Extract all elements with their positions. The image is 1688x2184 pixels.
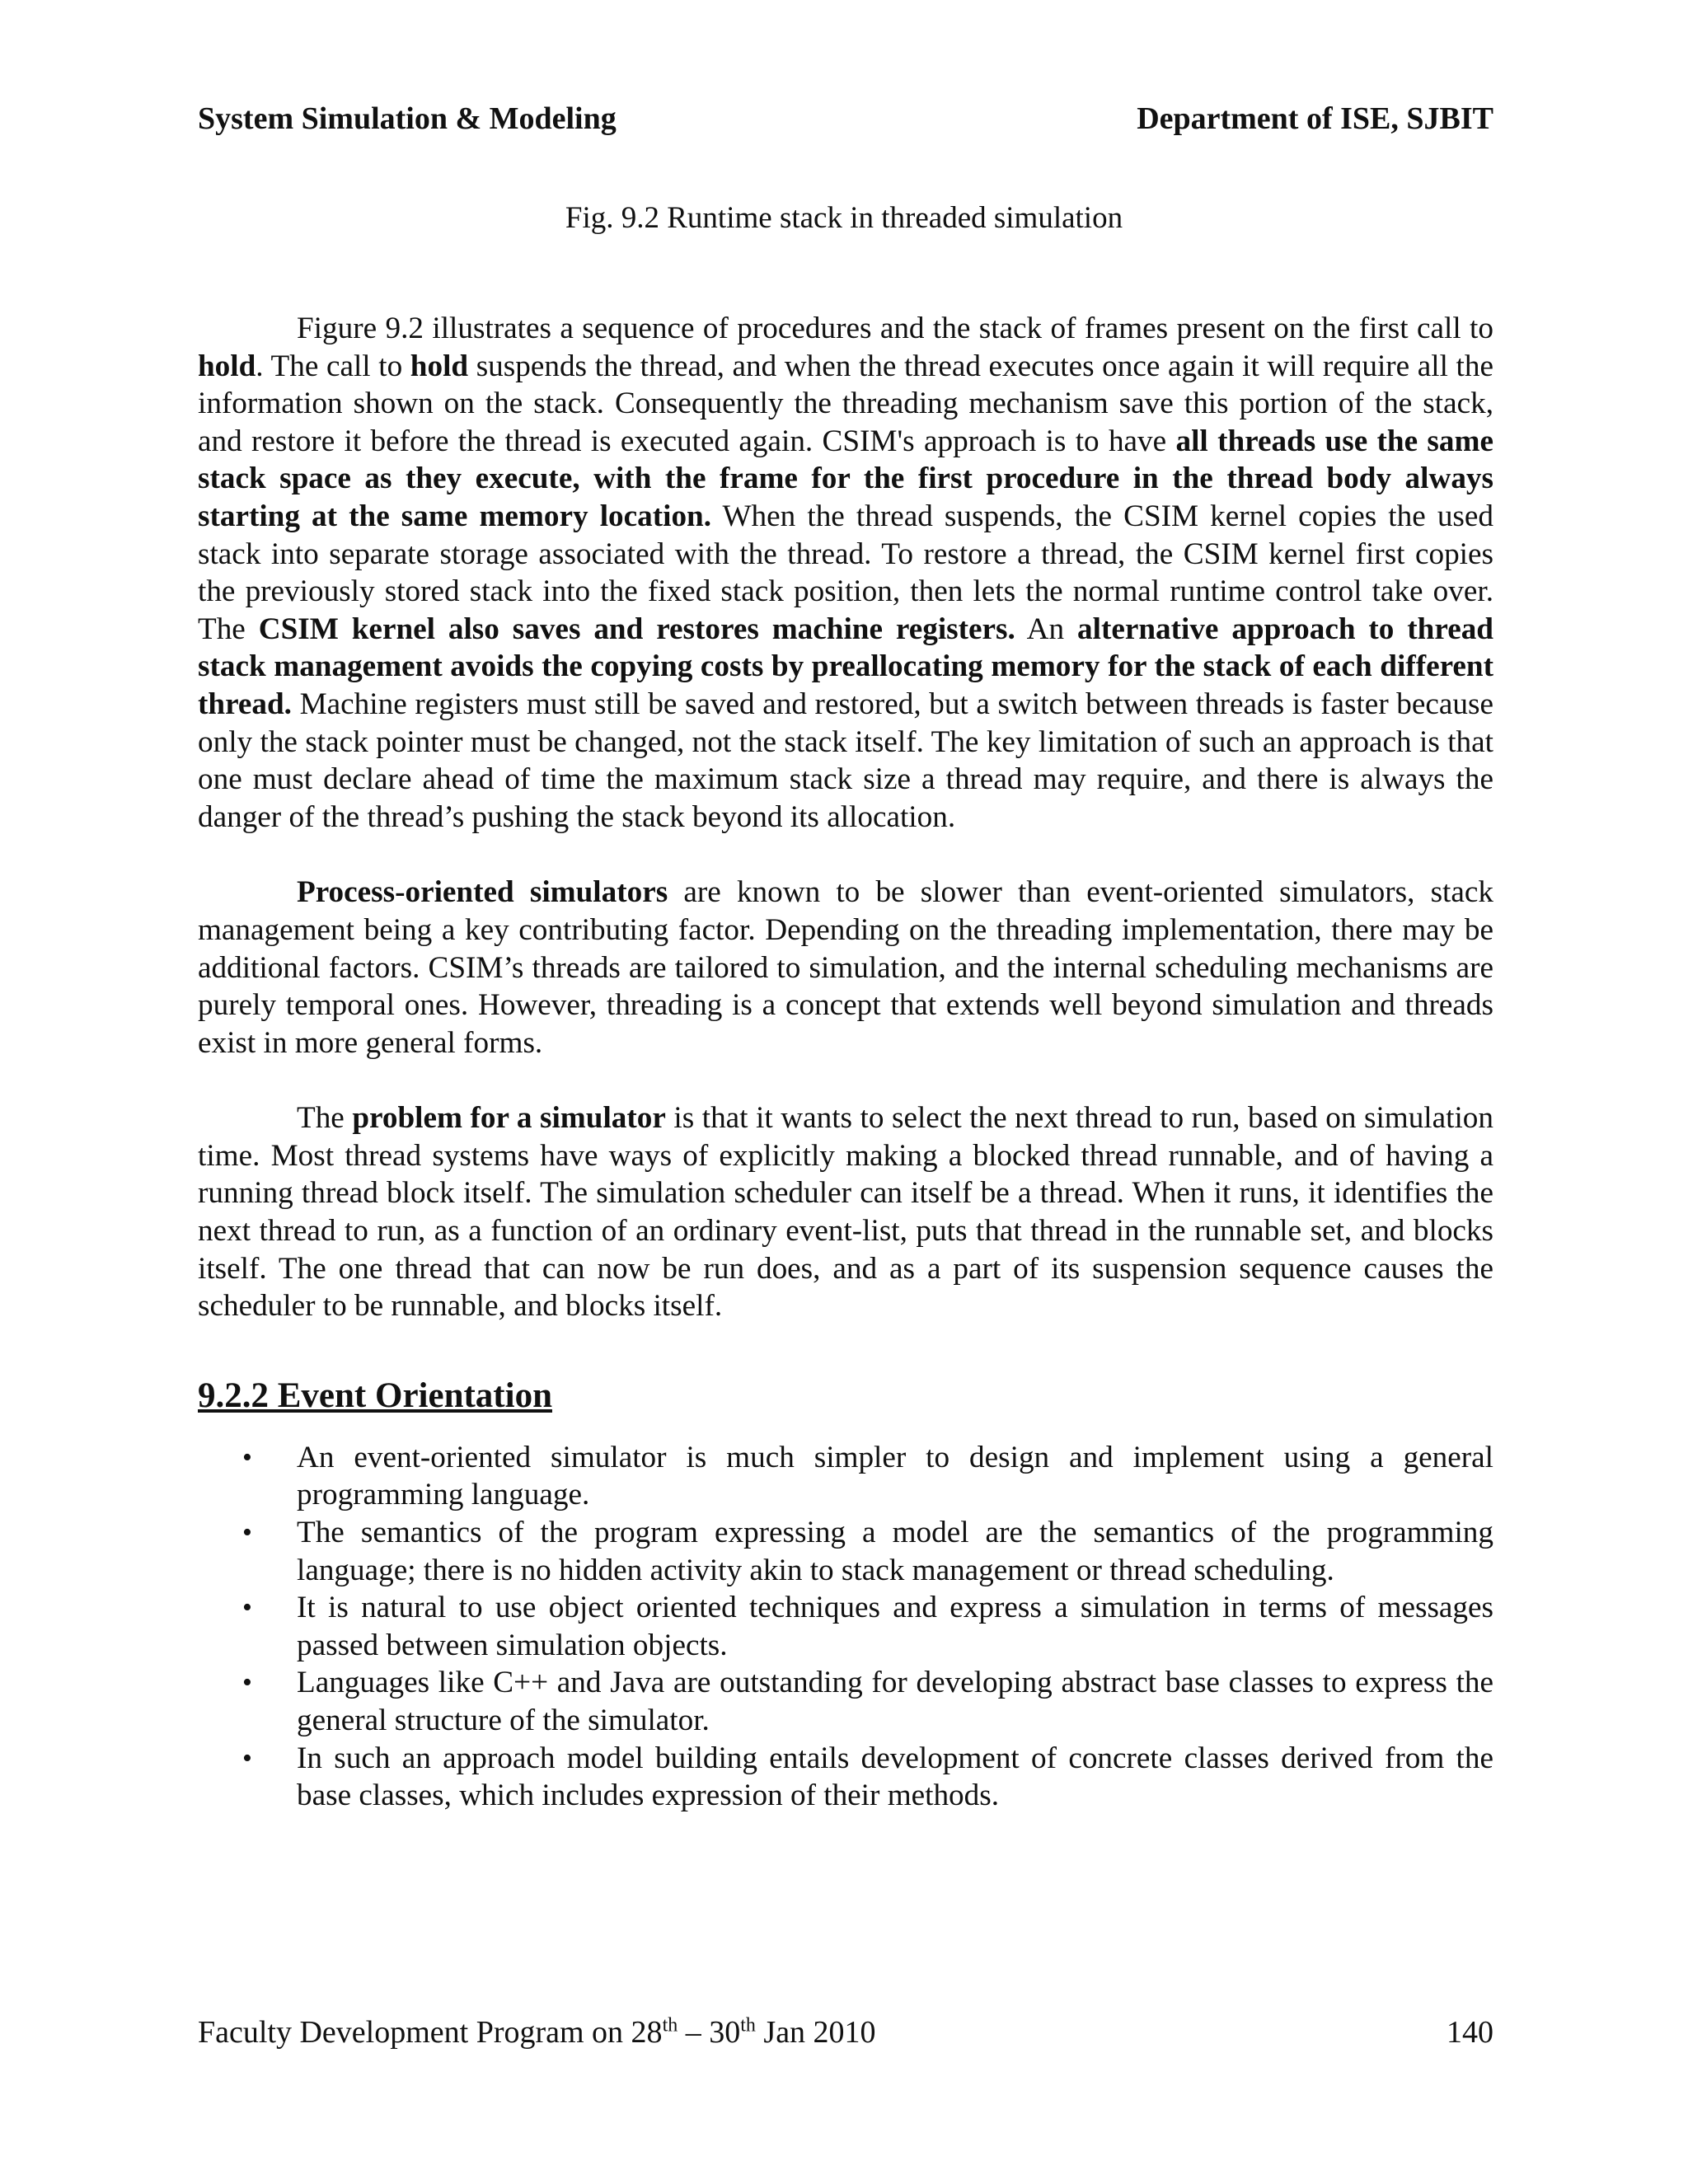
footer-suffix: Jan 2010 (755, 2015, 876, 2050)
list-item-text: Languages like C++ and Java are outstanding for developing abstract base classes to express the general structure of the simulator. (297, 1666, 1493, 1737)
footer-program (198, 2011, 876, 2054)
bullet-icon: • (242, 1742, 252, 1774)
p2-text-1: are known to be slower than event-oriented simulators, stack management being a key contributing factor. Depending on the threading implementation, there may be additional factors. CSIM’s threads are tailored to simulation, and the internal scheduling mechanisms are purely temporal ones. However, threading is a concept that extends well beyond simulation and threads exist in more general forms. (198, 875, 1493, 1060)
footer-prefix: Faculty Development Program on 28 (198, 2015, 663, 2050)
paragraph-process-oriented (198, 874, 1493, 1062)
bullet-list (198, 1439, 1493, 1815)
p1-bold-2: hold (410, 349, 469, 383)
list-item (198, 1589, 1493, 1664)
p1-bold-5: alternative approach to thread stack management avoids the copying costs by preallocating memory for the stack of each different thread. (198, 612, 1493, 721)
p3-text-1: The (297, 1101, 353, 1136)
list-item (198, 1439, 1493, 1514)
bullet-icon: • (242, 1441, 252, 1473)
list-item-text: In such an approach model building entails development of concrete classes derived from the base classes, which includes expression of their methods. (297, 1741, 1493, 1813)
p1-text-6: Machine registers must still be saved and restored, but a switch between threads is faster because only the stack pointer must be changed, not the stack itself. The key limitation of such an approach is that one must declare ahead of time the maximum stack size a thread may require, and there is always the danger of the thread’s pushing the stack beyond its allocation. (198, 687, 1493, 834)
header-course-title: System Simulation & Modeling (198, 101, 617, 136)
page-number: 140 (1447, 2015, 1493, 2050)
figure-caption: Fig. 9.2 Runtime stack in threaded simulation (565, 201, 1123, 235)
p3-text-2: is that it wants to select the next thread to run, based on simulation time. Most thread systems have ways of explicitly making a blocked thread runnable, and of having a running thread block itself. The simulation scheduler can itself be a thread. When it runs, it identifies the next thread to run, as a function of an ordinary event-list, puts that thread in the runnable set, and blocks itself. The one thread that can now be run does, and as a part of its suspension sequence causes the scheduler to be runnable, and blocks itself. (198, 1101, 1493, 1324)
list-item-text: An event-oriented simulator is much simpler to design and implement using a general programming language. (297, 1440, 1493, 1512)
p3-bold-1: problem for a simulator (352, 1101, 666, 1136)
p1-text-3: suspends the thread, and when the thread executes once again it will require all the information shown on the stack. Consequently the threading mechanism save this portion of the stack, and restore it before the thread is executed again. CSIM's approach is to have (198, 349, 1493, 458)
list-item-text: The semantics of the program expressing a model are the semantics of the programming language; there is no hidden activity akin to stack management or thread scheduling. (297, 1516, 1493, 1587)
p1-text-1: Figure 9.2 illustrates a sequence of procedures and the stack of frames present on the first call to (297, 312, 1493, 345)
page-footer (198, 2011, 1493, 2054)
footer-sup-2: th (740, 2014, 756, 2036)
p1-text-4: When the thread suspends, the CSIM kernel copies the used stack into separate storage associated with the thread. To restore a thread, the CSIM kernel first copies the previously stored stack into the fixed stack position, then lets the normal runtime control take over. The (198, 499, 1493, 646)
list-item (198, 1514, 1493, 1589)
paragraph-simulator-problem (198, 1099, 1493, 1325)
paragraph-runtime-stack (198, 310, 1493, 836)
footer-middle: – 30 (678, 2015, 741, 2050)
p1-bold-3: all threads use the same stack space as they execute, with the frame for the first procedure in the thread body always starting at the same memory location. (198, 424, 1493, 533)
list-item (198, 1664, 1493, 1739)
footer-sup-1: th (662, 2014, 678, 2036)
bullet-icon: • (242, 1592, 252, 1624)
p1-text-2: . The call to (256, 349, 410, 383)
list-item-text: It is natural to use object oriented techniques and express a simulation in terms of messages passed between simulation objects. (297, 1591, 1493, 1662)
p1-text-5: An (1015, 612, 1078, 646)
p1-bold-1: hold (198, 349, 256, 383)
list-item (198, 1740, 1493, 1815)
main-content (198, 310, 1493, 1815)
p1-bold-4: CSIM kernel also saves and restores machine registers. (258, 612, 1015, 646)
p2-bold-1: Process-oriented simulators (297, 875, 668, 910)
header-department: Department of ISE, SJBIT (1137, 101, 1493, 136)
bullet-icon: • (242, 1667, 252, 1699)
bullet-icon: • (242, 1517, 252, 1549)
page-header (198, 97, 1493, 140)
section-heading: 9.2.2 Event Orientation (198, 1376, 552, 1415)
